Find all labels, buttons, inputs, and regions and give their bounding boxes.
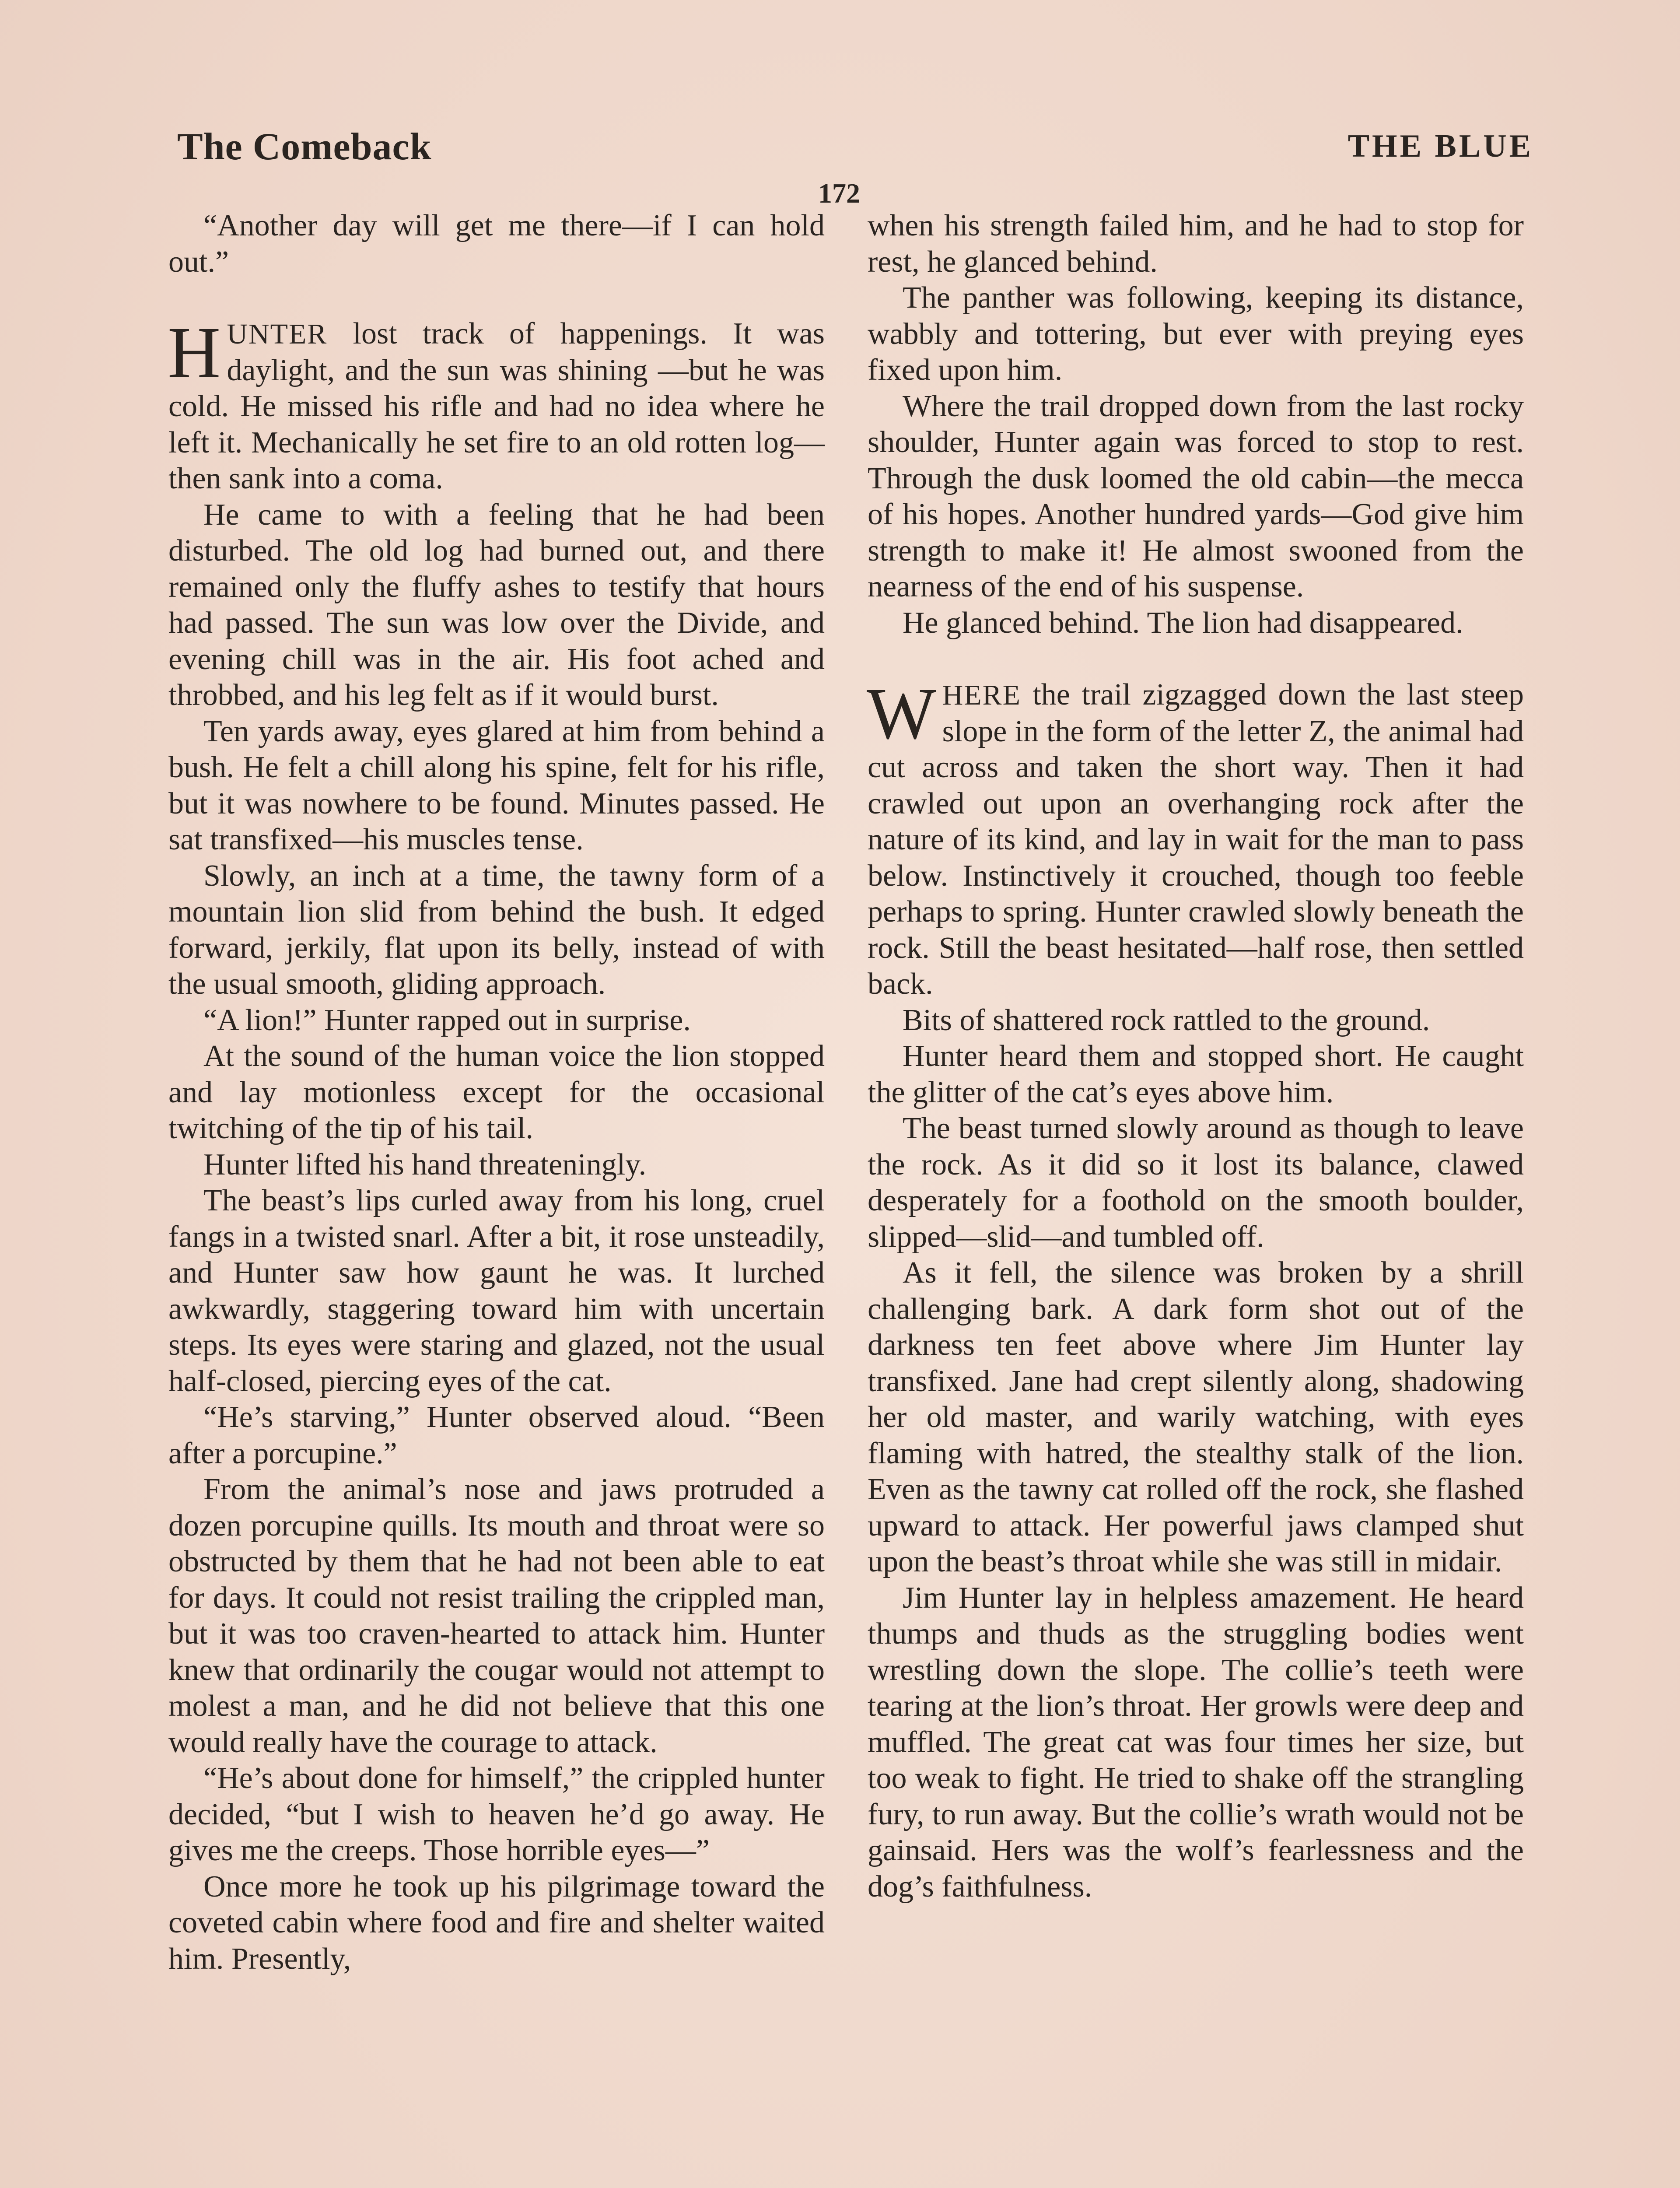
paragraph: Where the trail dropped down from the last rocky shoulder, Hunter again was forced to stop to rest. Through the dusk loomed the old cabin—the mecca of his hopes. Another hundred yards—God give him strength to make it! He almost swooned from the nearness of the end of his suspense. — [868, 389, 1524, 603]
paragraph-text: the trail zigzagged down the last steep slope in the form of the letter Z, the animal had cut across and taken the short way. Then it had crawled out upon an overhanging rock after the nature of its kind, and lay in wait for the man to pass below. Instinctively it crouched, though too feeble perhaps to spring. Hunter crawled slowly beneath the rock. Still the beast hesitated—half rose, then settled back. — [868, 678, 1524, 1001]
small-caps-lead: UNTER — [227, 318, 328, 350]
small-caps-lead: HERE — [942, 679, 1021, 711]
magazine-title: THE BLUE — [1348, 128, 1533, 164]
paragraph: He came to with a feeling that he had been disturbed. The old log had burned out, and there remained only the fluffy ashes to testify that hours had passed. The sun was low over the Divide, and evening chill was in the air. His foot ached and throbbed, and his leg felt as if it would burst. — [168, 498, 825, 712]
paragraph: Slowly, an inch at a time, the tawny form of a mountain lion slid from behind the bush. It edged forward, jerkily, flat upon its belly, instead of with the usual smooth, gliding approach. — [168, 859, 825, 1001]
paragraph: Ten yards away, eyes glared at him from behind a bush. He felt a chill along his spine, felt for his rifle, but it was nowhere to be found. Minutes passed. He sat transfixed—his muscles tense. — [168, 714, 825, 856]
paragraph: Hunter lifted his hand threateningly. — [203, 1147, 647, 1182]
paragraph: At the sound of the human voice the lion stopped and lay motionless except for the occasional twitching of the tip of his tail. — [168, 1039, 825, 1145]
paragraph: The panther was following, keeping its distance, wabbly and tottering, but ever with preying eyes fixed upon him. — [868, 281, 1524, 387]
paragraph: “He’s about done for himself,” the crippled hunter decided, “but I wish to heaven he’d go away. He gives me the creeps. Those horrible eyes—” — [168, 1761, 825, 1867]
paragraph: Hunter heard them and stopped short. He caught the glitter of the cat’s eyes above him. — [868, 1039, 1524, 1109]
paragraph: “He’s starving,” Hunter observed aloud. “Been after a porcupine.” — [168, 1400, 825, 1470]
paragraph: Bits of shattered rock rattled to the ground. — [903, 1003, 1430, 1037]
paragraph: He glanced behind. The lion had disappeared. — [903, 606, 1463, 640]
paragraph: From the animal’s nose and jaws protruded a dozen porcupine quills. Its mouth and throat were so obstructed by them that he had not been able to eat for days. It could not resist trailing the crippled man, but it was too craven-hearted to attack him. Hunter knew that ordinarily the cougar would not attempt to molest a man, and he did not believe that this one would really have the courage to attack. — [168, 1473, 825, 1759]
paragraph: As it fell, the silence was broken by a shrill challenging bark. A dark form shot out of the darkness ten feet above where Jim Hunter lay transfixed. Jane had crept silently along, shadowing her old master, and warily watching, with eyes flaming with hatred, the stealthy stalk of the lion. Even as the tawny cat rolled off the rock, she flashed upward to attack. Her powerful jaws clamped shut upon the beast’s throat while she was still in midair. — [868, 1256, 1524, 1578]
paragraph: The beast turned slowly around as though to leave the rock. As it did so it lost its balance, clawed desperately for a foothold on the smooth boulder, slipped—slid—and tumbled off. — [868, 1112, 1524, 1254]
paragraph: “A lion!” Hunter rapped out in surprise. — [203, 1003, 691, 1037]
paragraph: The beast’s lips curled away from his long, cruel fangs in a twisted snarl. After a bit, it rose unsteadily, and Hunter saw how gaunt he was. It lurched awkwardly, staggering toward him with uncertain steps. Its eyes were staring and glazed, not the usual half-closed, piercing eyes of the cat. — [168, 1184, 825, 1398]
paragraph-dropcap — [867, 673, 1524, 1003]
paragraph-text: lost track of happenings. It was daylight, and the sun was shining —but he was cold. He missed his rifle and had no idea where he left it. Mechanically he set fire to an old rotten log—then sank into a coma. — [168, 317, 825, 495]
drop-cap: H — [168, 312, 221, 393]
page-number: 172 — [818, 178, 860, 209]
paragraph: “Another day will get me there—if I can hold out.” — [168, 209, 825, 279]
paragraph: when his strength failed him, and he had to stop for rest, he glanced behind. — [868, 209, 1524, 279]
left-column — [168, 208, 825, 1977]
paragraph-dropcap — [168, 312, 825, 497]
right-column — [868, 208, 1524, 1905]
story-title: The Comeback — [177, 126, 432, 168]
paragraph: Once more he took up his pilgrimage toward the coveted cabin where food and fire and shelter waited him. Presently, — [168, 1869, 825, 1976]
drop-cap: W — [867, 673, 936, 754]
paragraph: Jim Hunter lay in helpless amazement. He heard thumps and thuds as the struggling bodies went wrestling down the slope. The collie’s teeth were tearing at the lion’s throat. Her growls were deep and muffled. The great cat was four times her size, but too weak to fight. He tried to shake off the strangling fury, to run away. But the collie’s wrath would not be gainsaid. Hers was the wolf’s fearlessness and the dog’s faithfulness. — [868, 1581, 1524, 1904]
